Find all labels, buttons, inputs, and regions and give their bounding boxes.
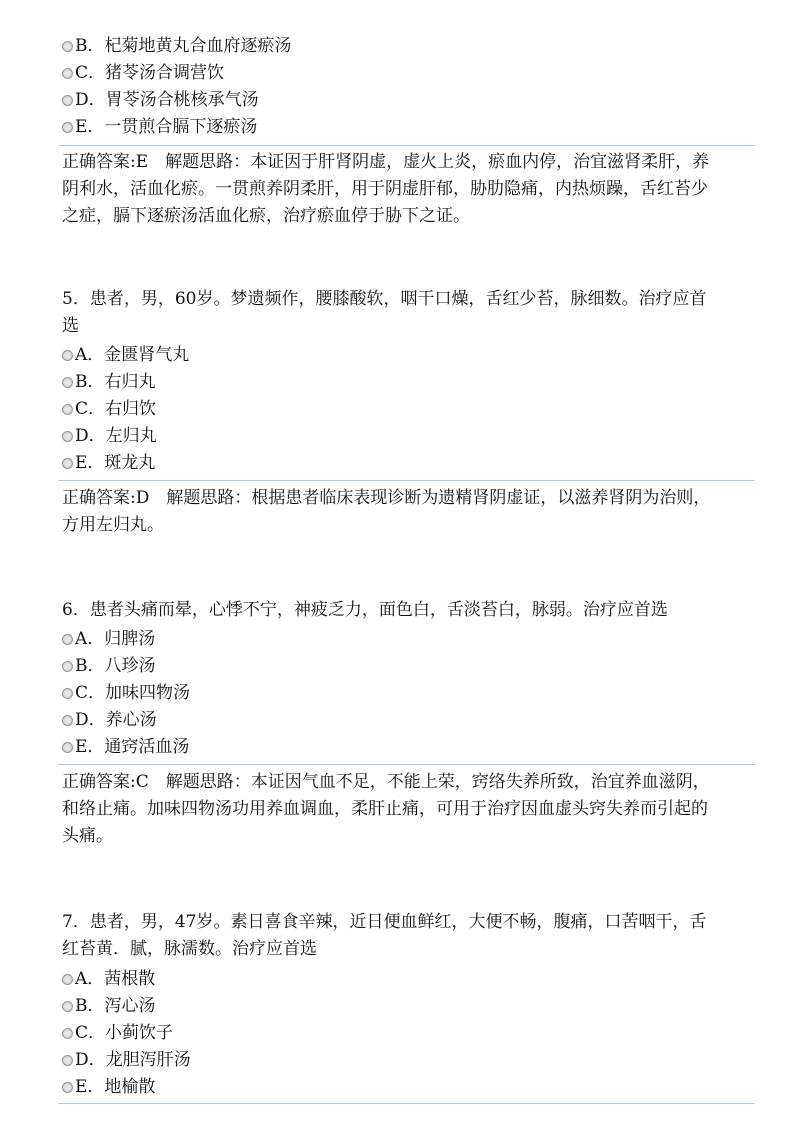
radio-icon[interactable] [62, 458, 73, 469]
option[interactable] [62, 966, 752, 993]
radio-icon[interactable] [62, 742, 73, 753]
option[interactable] [62, 1047, 752, 1074]
q5-question [62, 286, 752, 340]
option[interactable] [62, 60, 752, 87]
radio-icon[interactable] [62, 431, 73, 442]
option-label: A．金匮肾气丸 [75, 345, 190, 365]
option-label: B．杞菊地黄丸合血府逐瘀汤 [75, 36, 292, 56]
q5-answer [62, 485, 752, 539]
option-label: C．右归饮 [75, 399, 157, 419]
q7-options [62, 966, 752, 1101]
option-label: D．胃苓汤合桃核承气汤 [75, 90, 259, 110]
option[interactable] [62, 423, 752, 450]
radio-icon[interactable] [62, 634, 73, 645]
radio-icon[interactable] [62, 377, 73, 388]
q5-options [62, 342, 752, 477]
option-label: D．龙胆泻肝汤 [75, 1050, 191, 1070]
q4-options [62, 33, 752, 141]
q6-options [62, 626, 752, 761]
answer-line: 正确答案:E 解题思路：本证因于肝肾阴虚，虚火上炎，瘀血内停，治宜滋肾柔肝，养 [62, 152, 710, 172]
radio-icon[interactable] [62, 974, 73, 985]
option[interactable] [62, 734, 752, 761]
option[interactable] [62, 396, 752, 423]
radio-icon[interactable] [62, 1082, 73, 1093]
radio-icon[interactable] [62, 1055, 73, 1066]
option-label: C．小蓟饮子 [75, 1023, 174, 1043]
option[interactable] [62, 653, 752, 680]
radio-icon[interactable] [62, 404, 73, 415]
q7-question [62, 909, 752, 963]
option-label: A．茜根散 [75, 969, 156, 989]
answer-line: 之症，膈下逐瘀汤活血化瘀，治疗瘀血停于胁下之证。 [62, 206, 470, 226]
option-label: C．猪苓汤合调营饮 [75, 63, 225, 83]
question-line: 选 [62, 316, 79, 336]
option-label: B．泻心汤 [75, 996, 156, 1016]
option[interactable] [62, 626, 752, 653]
radio-icon[interactable] [62, 68, 73, 79]
option-label: B．八珍汤 [75, 656, 156, 676]
q4-answer [62, 149, 752, 230]
option-label: A．归脾汤 [75, 629, 156, 649]
answer-line: 正确答案:D 解题思路：根据患者临床表现诊断为遗精肾阴虚证，以滋养肾阴为治则， [62, 488, 711, 508]
option[interactable] [62, 450, 752, 477]
divider [58, 1103, 755, 1104]
answer-line: 正确答案:C 解题思路：本证因气血不足，不能上荣，窍络失养所致，治宜养血滋阴， [62, 772, 710, 792]
radio-icon[interactable] [62, 1028, 73, 1039]
radio-icon[interactable] [62, 95, 73, 106]
option[interactable] [62, 342, 752, 369]
radio-icon[interactable] [62, 1001, 73, 1012]
question-line: 5．患者，男，60岁。梦遗频作，腰膝酸软，咽干口燥，舌红少苔，脉细数。治疗应首 [62, 289, 707, 309]
radio-icon[interactable] [62, 122, 73, 133]
divider [58, 480, 755, 481]
option[interactable] [62, 33, 752, 60]
divider [58, 145, 755, 146]
option-label: B．右归丸 [75, 372, 156, 392]
option-label: E．一贯煎合膈下逐瘀汤 [75, 117, 258, 137]
option[interactable] [62, 680, 752, 707]
option-label: E．斑龙丸 [75, 453, 156, 473]
option-label: C．加味四物汤 [75, 683, 191, 703]
radio-icon[interactable] [62, 715, 73, 726]
option[interactable] [62, 369, 752, 396]
question-line: 6．患者头痛而晕，心悸不宁，神疲乏力，面色白，舌淡苔白，脉弱。治疗应首选 [62, 600, 668, 620]
radio-icon[interactable] [62, 661, 73, 672]
option-label: D．养心汤 [75, 710, 157, 730]
option[interactable] [62, 993, 752, 1020]
answer-line: 方用左归丸。 [62, 515, 164, 535]
option[interactable] [62, 87, 752, 114]
option-label: E．地榆散 [75, 1077, 156, 1097]
question-line: 红苔黄．腻，脉濡数。治疗应首选 [62, 939, 317, 959]
question-line: 7．患者，男，47岁。素日喜食辛辣，近日便血鲜红，大便不畅，腹痛，口苦咽干，舌 [62, 912, 707, 932]
answer-line: 阴利水，活血化瘀。一贯煎养阴柔肝，用于阴虚肝郁，胁肋隐痛，内热烦躁，舌红苔少 [62, 179, 708, 199]
option[interactable] [62, 707, 752, 734]
q6-question [62, 597, 752, 624]
option[interactable] [62, 1074, 752, 1101]
radio-icon[interactable] [62, 688, 73, 699]
answer-line: 和络止痛。加味四物汤功用养血调血，柔肝止痛，可用于治疗因血虚头窍失养而引起的 [62, 799, 708, 819]
divider [58, 764, 755, 765]
answer-line: 头痛。 [62, 826, 113, 846]
option[interactable] [62, 114, 752, 141]
option[interactable] [62, 1020, 752, 1047]
option-label: E．通窍活血汤 [75, 737, 190, 757]
q6-answer [62, 769, 752, 850]
radio-icon[interactable] [62, 350, 73, 361]
radio-icon[interactable] [62, 41, 73, 52]
option-label: D．左归丸 [75, 426, 157, 446]
